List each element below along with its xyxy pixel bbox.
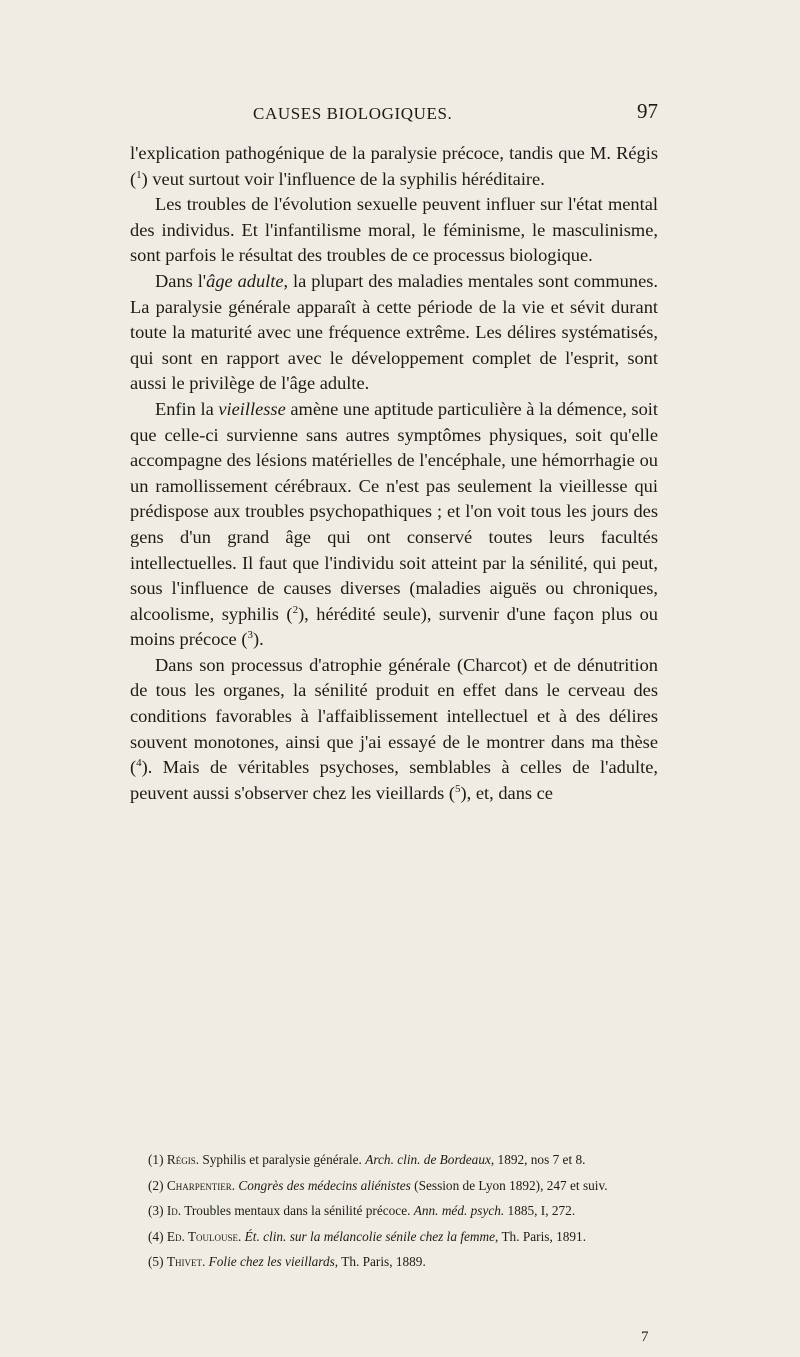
footnote: (4) Ed. Toulouse. Ét. clin. sur la mélancolie sénile chez la femme, Th. Paris, 1891. — [148, 1228, 587, 1244]
signature-mark: 7 — [641, 1329, 649, 1345]
footnote-ref-5: 5 — [455, 782, 461, 795]
paragraph-2: Les troubles de l'évolution sexuelle peuvent influer sur l'état mental des individus. Et l'infantilisme moral, le féminisme, le masculinisme, sont parfois le résultat des troubles de ce processus biologique. — [130, 194, 658, 266]
footnote-ref-2: 2 — [292, 603, 299, 616]
main-text — [130, 141, 658, 806]
footnote: (2) Charpentier. Congrès des médecins aliénistes (Session de Lyon 1892), 247 et suiv. — [148, 1177, 608, 1193]
footnote-ref-3: 3 — [247, 629, 253, 642]
footnote-ref-1: 1 — [136, 168, 142, 181]
footnote-ref-4: 4 — [136, 757, 142, 770]
footnote: (1) Régis. Syphilis et paralysie générale. Arch. clin. de Bordeaux, 1892, nos 7 et 8. — [148, 1152, 586, 1167]
paragraph-5: Dans son processus d'atrophie générale (Charcot) et de dénutrition de tous les organes, la sénilité produit en effet dans le cerveau des conditions favorables à l'affaiblissement intellectuel et à des délires souvent monotones, ainsi que j'ai essayé de le montrer dans ma thèse ($^4$). Mais de véritables psychoses, semblables à celles de l'adulte, peuvent aussi s'observer chez les vieillards ($^5$), et, dans ce — [130, 654, 658, 803]
paragraph-1: l'explication pathogénique de la paralysie précoce, tandis que M. Régis ($^1$) veut surtout voir l'influence de la syphilis héréditaire. — [130, 143, 658, 189]
paragraph-4: Enfin la vieillesse amène une aptitude particulière à la démence, soit que celle-ci survienne sans autres symptômes physiques, soit qu'elle accompagne des lésions matérielles de l'encéphale, une hémorrhagie ou un ramollissement cérébraux. Ce n'est pas seulement la vieillesse qui prédispose aux troubles psychopathiques ; et l'on voit tous les jours des gens d'un grand âge qui ont conservé toutes leurs facultés intellectuelles. Il faut que l'individu soit atteint par la sénilité, qui peut, sous l'influence de causes diverses (maladies aiguës ou chroniques, alcoolisme, syphilis ($^2$), hérédité seule), survenir d'une façon plus ou moins précoce ($^3$). — [130, 398, 659, 650]
paragraph-3: Dans l'âge adulte, la plupart des maladies mentales sont communes. La paralysie générale apparaît à cette période de la vie et sévit durant toute la maturité avec une fréquence extrême. Les délires systématisés, qui sont en rapport avec le développement complet de l'esprit, sont aussi le privilège de l'âge adulte. — [130, 270, 658, 394]
running-title: CAUSES BIOLOGIQUES. — [253, 104, 453, 123]
footnote: (5) Thivet. Folie chez les vieillards, Th. Paris, 1889. — [148, 1254, 426, 1269]
footnote: (3) Id. Troubles mentaux dans la sénilité précoce. Ann. méd. psych. 1885, I, 272. — [148, 1203, 576, 1218]
page-number: 97 — [637, 99, 658, 123]
page-header — [130, 99, 660, 129]
footnotes — [130, 1151, 658, 1279]
